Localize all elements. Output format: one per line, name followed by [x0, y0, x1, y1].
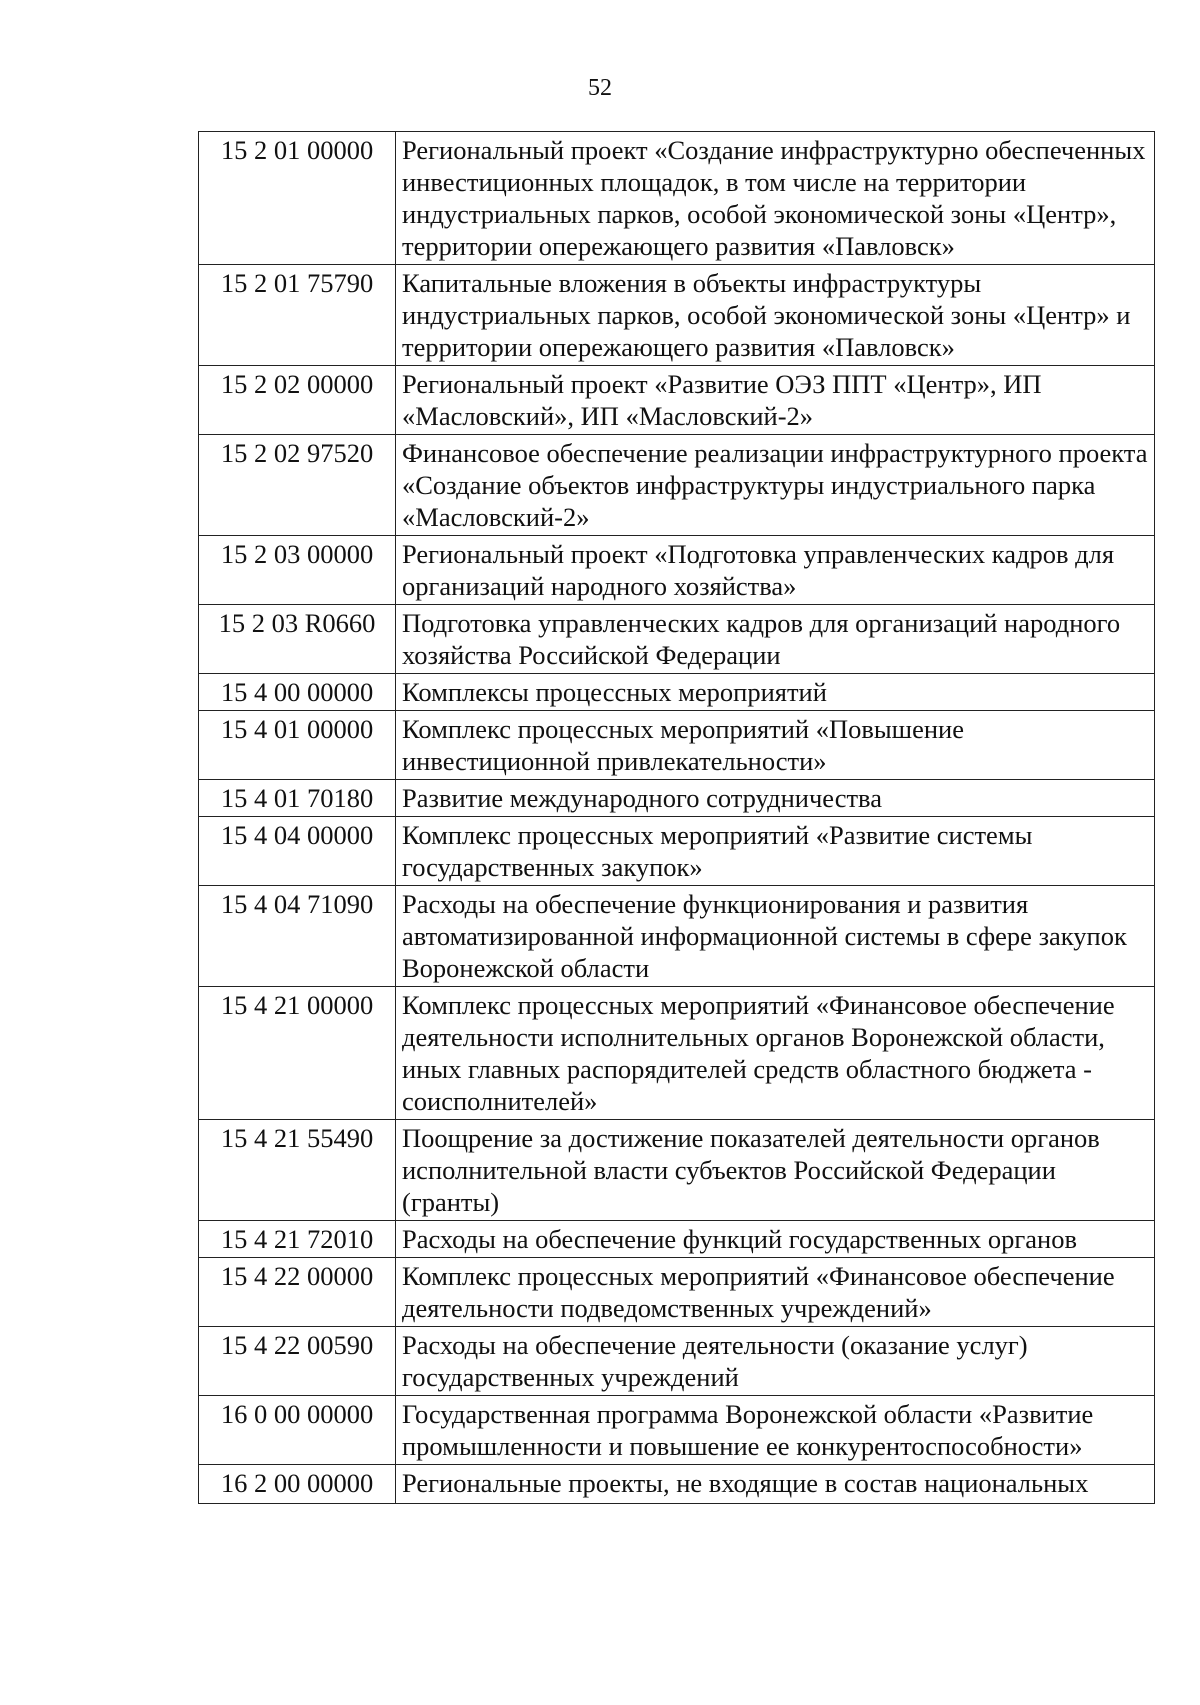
page-number: 52: [588, 75, 612, 101]
row-description: Государственная программа Воронежской области «Развитие промышленности и повышение ее конкурентоспособности»: [396, 1396, 1155, 1465]
table-row: [199, 780, 1155, 817]
row-description: Комплекс процессных мероприятий «Развитие системы государственных закупок»: [396, 817, 1155, 886]
table-row: [199, 605, 1155, 674]
row-description: Региональный проект «Развитие ОЭЗ ППТ «Центр», ИП «Масловский», ИП «Масловский-2»: [396, 366, 1155, 435]
row-description: Поощрение за достижение показателей деятельности органов исполнительной власти субъектов Российской Федерации (гранты): [396, 1120, 1155, 1221]
row-code: 15 4 04 71090: [199, 886, 396, 987]
row-description: Расходы на обеспечение деятельности (оказание услуг) государственных учреждений: [396, 1327, 1155, 1396]
row-description: Капитальные вложения в объекты инфраструктуры индустриальных парков, особой экономической зоны «Центр» и территории опережающего развития «Павловск»: [396, 265, 1155, 366]
table-row: [199, 1465, 1155, 1504]
row-description: Региональный проект «Создание инфраструктурно обеспеченных инвестиционных площадок, в том числе на территории индустриальных парков, особой экономической зоны «Центр», территории опережающего развития «Павловск»: [396, 132, 1155, 265]
row-code: 15 4 01 70180: [199, 780, 396, 817]
row-code: 15 2 01 00000: [199, 132, 396, 265]
row-description: Комплекс процессных мероприятий «Финансовое обеспечение деятельности подведомственных учреждений»: [396, 1258, 1155, 1327]
budget-classification-table: [198, 131, 1155, 1504]
row-code: 15 4 21 72010: [199, 1221, 396, 1258]
table-row: [199, 1120, 1155, 1221]
row-description: Финансовое обеспечение реализации инфраструктурного проекта «Создание объектов инфраструктуры индустриального парка «Масловский-2»: [396, 435, 1155, 536]
row-code: 15 2 03 R0660: [199, 605, 396, 674]
table-body: [199, 132, 1155, 1504]
table-row: [199, 674, 1155, 711]
table-row: [199, 366, 1155, 435]
table-row: [199, 987, 1155, 1120]
row-description: Расходы на обеспечение функционирования и развития автоматизированной информационной системы в сфере закупок Воронежской области: [396, 886, 1155, 987]
row-code: 15 2 02 97520: [199, 435, 396, 536]
row-description: Комплексы процессных мероприятий: [396, 674, 1155, 711]
table-row: [199, 1327, 1155, 1396]
row-description: Комплекс процессных мероприятий «Повышение инвестиционной привлекательности»: [396, 711, 1155, 780]
row-code: 16 2 00 00000: [199, 1465, 396, 1504]
table-row: [199, 711, 1155, 780]
row-code: 15 4 22 00000: [199, 1258, 396, 1327]
row-code: 15 4 21 55490: [199, 1120, 396, 1221]
table-row: [199, 536, 1155, 605]
row-code: 15 2 01 75790: [199, 265, 396, 366]
row-code: 15 4 22 00590: [199, 1327, 396, 1396]
row-description: Региональный проект «Подготовка управленческих кадров для организаций народного хозяйства»: [396, 536, 1155, 605]
table-row: [199, 1258, 1155, 1327]
table-row: [199, 1396, 1155, 1465]
table-row: [199, 132, 1155, 265]
row-code: 15 4 21 00000: [199, 987, 396, 1120]
row-description: Развитие международного сотрудничества: [396, 780, 1155, 817]
row-description: Региональные проекты, не входящие в состав национальных: [396, 1465, 1155, 1504]
row-code: 15 4 04 00000: [199, 817, 396, 886]
table-row: [199, 817, 1155, 886]
row-code: 16 0 00 00000: [199, 1396, 396, 1465]
row-code: 15 2 03 00000: [199, 536, 396, 605]
table-row: [199, 1221, 1155, 1258]
table-row: [199, 265, 1155, 366]
row-code: 15 4 01 00000: [199, 711, 396, 780]
table-row: [199, 435, 1155, 536]
row-code: 15 4 00 00000: [199, 674, 396, 711]
row-description: Комплекс процессных мероприятий «Финансовое обеспечение деятельности исполнительных органов Воронежской области, иных главных распорядителей средств областного бюджета - соисполнителей»: [396, 987, 1155, 1120]
row-description: Расходы на обеспечение функций государственных органов: [396, 1221, 1155, 1258]
row-code: 15 2 02 00000: [199, 366, 396, 435]
table-row: [199, 886, 1155, 987]
row-description: Подготовка управленческих кадров для организаций народного хозяйства Российской Федерации: [396, 605, 1155, 674]
